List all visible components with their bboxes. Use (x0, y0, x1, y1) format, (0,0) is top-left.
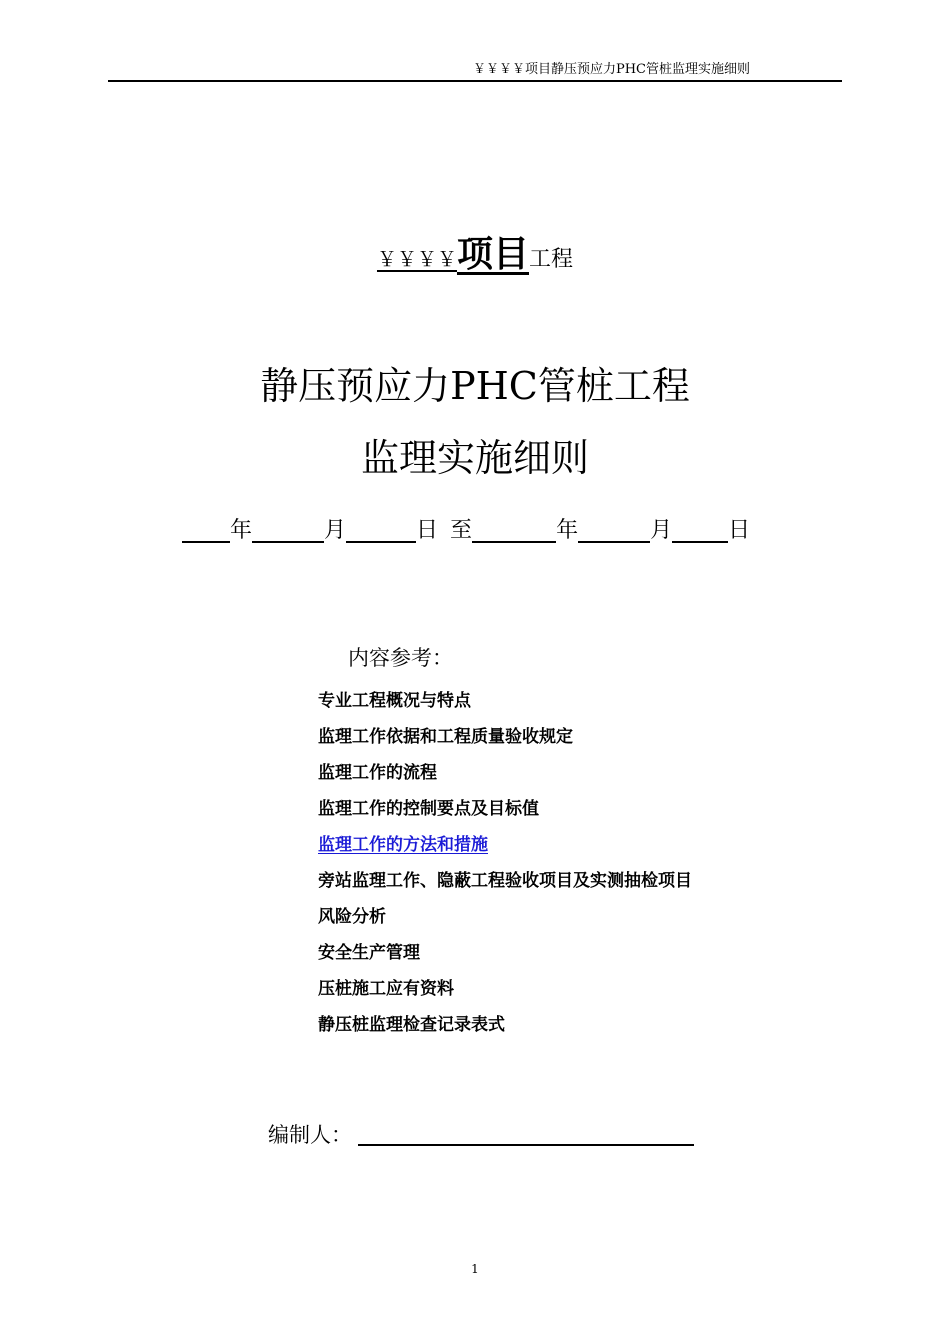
end-month-label: 月 (650, 518, 673, 543)
contents-item: 专业工程概况与特点 (318, 691, 471, 711)
running-title: ￥￥￥￥项目静压预应力PHC管桩监理实施细则 (472, 62, 750, 77)
author-row (268, 1120, 694, 1150)
document-title-line-1: 静压预应力PHC管桩工程 (260, 364, 690, 408)
start-year-label: 年 (230, 518, 253, 543)
end-day-blank (672, 517, 728, 543)
date-range (182, 516, 750, 546)
end-day-label: 日 (728, 518, 751, 543)
project-suffix: 工程 (529, 247, 574, 272)
to-label: 至 (450, 518, 473, 543)
project-prefix: ￥￥￥￥ (376, 247, 457, 271)
start-month-blank (252, 517, 324, 543)
contents-item: 监理工作的流程 (318, 763, 437, 783)
start-month-label: 月 (324, 518, 347, 543)
contents-item: 旁站监理工作、隐蔽工程验收项目及实测抽检项目 (318, 871, 692, 891)
contents-item: 安全生产管理 (318, 943, 420, 963)
end-year-blank (472, 517, 556, 543)
start-year-blank (182, 517, 230, 543)
contents-heading: 内容参考： (348, 646, 453, 670)
contents-item: 监理工作依据和工程质量验收规定 (318, 727, 573, 747)
contents-list (318, 688, 692, 1048)
contents-item: 监理工作的控制要点及目标值 (318, 799, 539, 819)
contents-item: 压桩施工应有资料 (318, 979, 454, 999)
page-header (108, 62, 842, 82)
page-number: 1 (471, 1262, 479, 1276)
author-label: 编制人： (268, 1123, 352, 1147)
document-title-line-2: 监理实施细则 (360, 436, 589, 480)
end-month-blank (578, 517, 650, 543)
project-name: 项目 (456, 234, 529, 275)
contents-item: 静压桩监理检查记录表式 (318, 1015, 505, 1035)
start-day-label: 日 (416, 518, 439, 543)
end-year-label: 年 (556, 518, 579, 543)
author-blank (358, 1120, 694, 1146)
start-day-blank (346, 517, 416, 543)
project-line (0, 226, 950, 277)
contents-item-link[interactable]: 监理工作的方法和措施 (318, 835, 488, 855)
contents-item: 风险分析 (318, 907, 386, 927)
